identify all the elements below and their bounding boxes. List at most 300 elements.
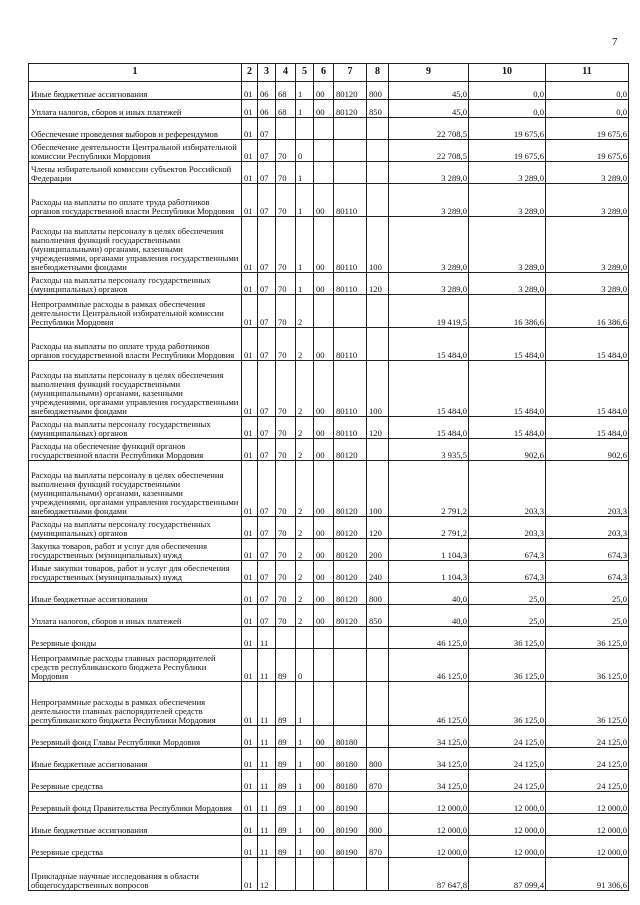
code-cell: 01 (242, 328, 258, 361)
code-cell: 80110 (334, 273, 367, 295)
code-cell: 07 (258, 517, 276, 539)
code-cell (367, 162, 389, 184)
amount-cell: 34 125,0 (389, 726, 469, 748)
code-cell (276, 118, 296, 140)
code-cell: 01 (242, 649, 258, 682)
code-cell: 1 (296, 100, 314, 118)
amount-cell: 45,0 (389, 100, 469, 118)
code-cell: 07 (258, 273, 276, 295)
code-cell: 00 (314, 100, 334, 118)
row-name-cell: Иные бюджетные ассигнования (29, 814, 242, 836)
code-cell: 0 (296, 649, 314, 682)
amount-cell: 87 099,4 (469, 858, 546, 891)
amount-cell: 3 289,0 (546, 162, 629, 184)
code-cell: 11 (258, 627, 276, 649)
amount-cell: 36 125,0 (469, 649, 546, 682)
code-cell: 07 (258, 439, 276, 461)
code-cell: 01 (242, 561, 258, 583)
table-row (29, 792, 629, 814)
code-cell: 70 (276, 328, 296, 361)
code-cell: 01 (242, 417, 258, 439)
row-name-cell: Иные бюджетные ассигнования (29, 583, 242, 605)
code-cell: 07 (258, 162, 276, 184)
code-cell: 01 (242, 162, 258, 184)
table-row (29, 184, 629, 217)
code-cell: 00 (314, 836, 334, 858)
code-cell: 80180 (334, 770, 367, 792)
table-row (29, 583, 629, 605)
amount-cell: 12 000,0 (389, 814, 469, 836)
row-name-cell: Резервный фонд Правительства Республики Мордовия (29, 792, 242, 814)
column-header: 5 (296, 64, 314, 82)
code-cell: 70 (276, 561, 296, 583)
code-cell: 00 (314, 361, 334, 417)
row-name-cell: Иные бюджетные ассигнования (29, 748, 242, 770)
code-cell: 00 (314, 770, 334, 792)
amount-cell: 674,3 (546, 539, 629, 561)
code-cell (314, 682, 334, 726)
code-cell: 00 (314, 439, 334, 461)
amount-cell: 25,0 (546, 583, 629, 605)
amount-cell: 16 386,6 (469, 295, 546, 328)
row-name-cell: Расходы на выплаты персоналу в целях обеспечения выполнения функций государственными (муниципальными) органами, казенными учреждениями, органами управления государственными внебюджетными фондами (29, 361, 242, 417)
code-cell (334, 118, 367, 140)
amount-cell: 3 289,0 (389, 217, 469, 273)
code-cell: 1 (296, 82, 314, 100)
code-cell (367, 295, 389, 328)
code-cell: 07 (258, 561, 276, 583)
code-cell: 01 (242, 100, 258, 118)
code-cell (334, 162, 367, 184)
code-cell: 70 (276, 273, 296, 295)
table-row (29, 439, 629, 461)
code-cell: 01 (242, 461, 258, 517)
table-row (29, 118, 629, 140)
table-row (29, 162, 629, 184)
amount-cell: 3 935,5 (389, 439, 469, 461)
code-cell: 80180 (334, 726, 367, 748)
code-cell (367, 118, 389, 140)
code-cell: 07 (258, 583, 276, 605)
code-cell: 00 (314, 328, 334, 361)
table-row (29, 517, 629, 539)
amount-cell: 15 484,0 (546, 417, 629, 439)
code-cell: 01 (242, 273, 258, 295)
code-cell: 07 (258, 217, 276, 273)
code-cell: 01 (242, 792, 258, 814)
code-cell: 68 (276, 100, 296, 118)
amount-cell: 12 000,0 (389, 836, 469, 858)
amount-cell: 15 484,0 (389, 328, 469, 361)
code-cell (367, 328, 389, 361)
code-cell: 1 (296, 273, 314, 295)
code-cell: 70 (276, 539, 296, 561)
amount-cell: 24 125,0 (469, 726, 546, 748)
code-cell: 07 (258, 140, 276, 162)
amount-cell: 24 125,0 (469, 770, 546, 792)
code-cell: 80180 (334, 748, 367, 770)
amount-cell: 3 289,0 (389, 184, 469, 217)
code-cell: 800 (367, 82, 389, 100)
amount-cell: 15 484,0 (546, 361, 629, 417)
code-cell: 100 (367, 217, 389, 273)
code-cell: 11 (258, 726, 276, 748)
row-name-cell: Расходы на обеспечение функций органов государственной власти Республики Мордовия (29, 439, 242, 461)
code-cell: 07 (258, 461, 276, 517)
amount-cell: 24 125,0 (546, 748, 629, 770)
code-cell: 80120 (334, 539, 367, 561)
amount-cell: 674,3 (546, 561, 629, 583)
code-cell: 11 (258, 836, 276, 858)
code-cell: 80120 (334, 100, 367, 118)
amount-cell: 16 386,6 (546, 295, 629, 328)
row-name-cell: Иные закупки товаров, работ и услуг для обеспечения государственных (муниципальных) нужд (29, 561, 242, 583)
page-number: 7 (612, 36, 618, 48)
amount-cell: 46 125,0 (389, 682, 469, 726)
table-row (29, 627, 629, 649)
code-cell: 89 (276, 814, 296, 836)
amount-cell: 15 484,0 (389, 417, 469, 439)
row-name-cell: Расходы на выплаты персоналу государственных (муниципальных) органов (29, 417, 242, 439)
row-name-cell: Расходы на выплаты персоналу в целях обеспечения выполнения функций государственными (муниципальными) органами, казенными учреждениями, органами управления государственными внебюджетными фондами (29, 217, 242, 273)
column-header: 8 (367, 64, 389, 82)
row-name-cell: Резервные фонды (29, 627, 242, 649)
row-name-cell: Обеспечение проведения выборов и референдумов (29, 118, 242, 140)
table-header-row (29, 64, 629, 82)
table-row (29, 140, 629, 162)
code-cell: 00 (314, 605, 334, 627)
code-cell: 07 (258, 118, 276, 140)
column-header: 6 (314, 64, 334, 82)
code-cell: 00 (314, 561, 334, 583)
code-cell: 07 (258, 184, 276, 217)
code-cell: 80120 (334, 605, 367, 627)
code-cell: 1 (296, 792, 314, 814)
code-cell: 80110 (334, 417, 367, 439)
code-cell: 240 (367, 561, 389, 583)
amount-cell: 22 708,5 (389, 118, 469, 140)
table-row (29, 539, 629, 561)
code-cell: 01 (242, 836, 258, 858)
code-cell: 80120 (334, 517, 367, 539)
table-row (29, 682, 629, 726)
code-cell (314, 627, 334, 649)
code-cell (296, 858, 314, 891)
amount-cell: 3 289,0 (469, 162, 546, 184)
code-cell: 70 (276, 217, 296, 273)
amount-cell: 902,6 (546, 439, 629, 461)
table-row (29, 361, 629, 417)
amount-cell: 34 125,0 (389, 748, 469, 770)
code-cell (367, 726, 389, 748)
code-cell (296, 118, 314, 140)
code-cell: 80110 (334, 328, 367, 361)
code-cell: 2 (296, 605, 314, 627)
code-cell: 800 (367, 814, 389, 836)
table-row (29, 858, 629, 891)
code-cell: 120 (367, 417, 389, 439)
row-name-cell: Расходы на выплаты персоналу в целях обеспечения выполнения функций государственными (муниципальными) органами, казенными учреждениями, органами управления государственными внебюджетными фондами (29, 461, 242, 517)
row-name-cell: Резервный фонд Главы Республики Мордовия (29, 726, 242, 748)
code-cell: 11 (258, 792, 276, 814)
code-cell: 00 (314, 583, 334, 605)
code-cell (276, 627, 296, 649)
amount-cell: 19 419,5 (389, 295, 469, 328)
column-header: 3 (258, 64, 276, 82)
code-cell: 100 (367, 461, 389, 517)
code-cell: 2 (296, 517, 314, 539)
code-cell: 12 (258, 858, 276, 891)
code-cell: 80120 (334, 461, 367, 517)
amount-cell: 19 675,6 (469, 140, 546, 162)
code-cell: 80190 (334, 814, 367, 836)
code-cell: 01 (242, 439, 258, 461)
amount-cell: 203,3 (546, 517, 629, 539)
code-cell: 01 (242, 605, 258, 627)
code-cell: 1 (296, 770, 314, 792)
code-cell: 00 (314, 273, 334, 295)
code-cell: 68 (276, 82, 296, 100)
code-cell: 80190 (334, 836, 367, 858)
amount-cell: 3 289,0 (389, 162, 469, 184)
budget-table (28, 63, 629, 891)
code-cell: 00 (314, 184, 334, 217)
code-cell: 80120 (334, 82, 367, 100)
code-cell: 00 (314, 539, 334, 561)
table-row (29, 217, 629, 273)
amount-cell: 36 125,0 (469, 627, 546, 649)
code-cell (367, 140, 389, 162)
code-cell: 850 (367, 605, 389, 627)
code-cell: 70 (276, 361, 296, 417)
code-cell: 1 (296, 748, 314, 770)
amount-cell: 0,0 (469, 100, 546, 118)
code-cell: 01 (242, 217, 258, 273)
code-cell: 01 (242, 140, 258, 162)
table-row (29, 100, 629, 118)
table-row (29, 328, 629, 361)
table-row (29, 561, 629, 583)
code-cell: 01 (242, 770, 258, 792)
amount-cell: 674,3 (469, 539, 546, 561)
code-cell (314, 649, 334, 682)
code-cell: 80120 (334, 583, 367, 605)
code-cell: 1 (296, 814, 314, 836)
amount-cell: 25,0 (469, 605, 546, 627)
table-row (29, 836, 629, 858)
code-cell: 01 (242, 627, 258, 649)
amount-cell: 19 675,6 (469, 118, 546, 140)
table-row (29, 770, 629, 792)
amount-cell: 40,0 (389, 583, 469, 605)
amount-cell: 22 708,5 (389, 140, 469, 162)
code-cell: 80120 (334, 561, 367, 583)
amount-cell: 24 125,0 (546, 770, 629, 792)
code-cell: 89 (276, 770, 296, 792)
amount-cell: 674,3 (469, 561, 546, 583)
code-cell: 11 (258, 814, 276, 836)
amount-cell: 1 104,3 (389, 561, 469, 583)
code-cell: 2 (296, 417, 314, 439)
amount-cell: 3 289,0 (546, 184, 629, 217)
code-cell: 1 (296, 162, 314, 184)
amount-cell: 15 484,0 (469, 328, 546, 361)
code-cell: 00 (314, 517, 334, 539)
code-cell: 70 (276, 517, 296, 539)
code-cell (314, 118, 334, 140)
amount-cell: 19 675,6 (546, 118, 629, 140)
code-cell: 1 (296, 836, 314, 858)
code-cell: 70 (276, 439, 296, 461)
table-row (29, 295, 629, 328)
row-name-cell: Расходы на выплаты персоналу государственных (муниципальных) органов (29, 273, 242, 295)
code-cell: 00 (314, 461, 334, 517)
code-cell: 01 (242, 82, 258, 100)
code-cell: 2 (296, 561, 314, 583)
code-cell (334, 858, 367, 891)
column-header: 2 (242, 64, 258, 82)
code-cell (276, 858, 296, 891)
code-cell: 70 (276, 140, 296, 162)
row-name-cell: Обеспечение деятельности Центральной избирательной комиссии Республики Мордовия (29, 140, 242, 162)
table-row (29, 814, 629, 836)
table-row (29, 748, 629, 770)
amount-cell: 25,0 (546, 605, 629, 627)
code-cell: 80110 (334, 217, 367, 273)
code-cell: 00 (314, 217, 334, 273)
code-cell: 07 (258, 328, 276, 361)
code-cell (334, 140, 367, 162)
column-header: 11 (546, 64, 629, 82)
code-cell: 80110 (334, 184, 367, 217)
code-cell: 870 (367, 836, 389, 858)
table-row (29, 273, 629, 295)
amount-cell: 15 484,0 (546, 328, 629, 361)
code-cell: 07 (258, 539, 276, 561)
amount-cell: 15 484,0 (469, 361, 546, 417)
amount-cell: 36 125,0 (546, 649, 629, 682)
code-cell: 89 (276, 726, 296, 748)
code-cell (367, 627, 389, 649)
code-cell: 01 (242, 682, 258, 726)
code-cell: 850 (367, 100, 389, 118)
row-name-cell: Закупка товаров, работ и услуг для обеспечения государственных (муниципальных) нужд (29, 539, 242, 561)
table-row (29, 417, 629, 439)
code-cell (367, 792, 389, 814)
row-name-cell: Члены избирательной комиссии субъектов Российской Федерации (29, 162, 242, 184)
amount-cell: 36 125,0 (546, 682, 629, 726)
code-cell: 01 (242, 539, 258, 561)
code-cell: 70 (276, 583, 296, 605)
code-cell (314, 162, 334, 184)
code-cell: 2 (296, 439, 314, 461)
table-row (29, 461, 629, 517)
code-cell: 800 (367, 748, 389, 770)
amount-cell: 25,0 (469, 583, 546, 605)
row-name-cell: Прикладные научные исследования в области общегосударственных вопросов (29, 858, 242, 891)
code-cell: 2 (296, 328, 314, 361)
amount-cell: 24 125,0 (469, 748, 546, 770)
amount-cell: 87 647,8 (389, 858, 469, 891)
row-name-cell: Расходы на выплаты по оплате труда работников органов государственной власти Республики Мордовия (29, 184, 242, 217)
row-name-cell: Резервные средства (29, 770, 242, 792)
code-cell: 00 (314, 814, 334, 836)
code-cell: 00 (314, 82, 334, 100)
code-cell: 70 (276, 184, 296, 217)
column-header: 1 (29, 64, 242, 82)
code-cell: 11 (258, 682, 276, 726)
code-cell: 2 (296, 461, 314, 517)
amount-cell: 3 289,0 (469, 184, 546, 217)
code-cell: 11 (258, 770, 276, 792)
code-cell: 01 (242, 295, 258, 328)
code-cell: 01 (242, 118, 258, 140)
amount-cell: 12 000,0 (546, 792, 629, 814)
column-header: 7 (334, 64, 367, 82)
amount-cell: 36 125,0 (469, 682, 546, 726)
amount-cell: 15 484,0 (469, 417, 546, 439)
code-cell: 89 (276, 748, 296, 770)
amount-cell: 203,3 (469, 461, 546, 517)
code-cell: 89 (276, 836, 296, 858)
code-cell: 80120 (334, 439, 367, 461)
code-cell: 2 (296, 361, 314, 417)
amount-cell: 12 000,0 (469, 814, 546, 836)
row-name-cell: Непрограммные расходы в рамках обеспечения деятельности главных распорядителей средств республиканского бюджета Республики Мордовия (29, 682, 242, 726)
amount-cell: 15 484,0 (389, 361, 469, 417)
amount-cell: 19 675,6 (546, 140, 629, 162)
code-cell: 200 (367, 539, 389, 561)
code-cell: 00 (314, 417, 334, 439)
code-cell: 870 (367, 770, 389, 792)
code-cell (367, 649, 389, 682)
code-cell: 2 (296, 539, 314, 561)
code-cell: 01 (242, 726, 258, 748)
amount-cell: 203,3 (469, 517, 546, 539)
code-cell (334, 682, 367, 726)
row-name-cell: Уплата налогов, сборов и иных платежей (29, 605, 242, 627)
amount-cell: 0,0 (546, 100, 629, 118)
code-cell: 2 (296, 295, 314, 328)
amount-cell: 0,0 (546, 82, 629, 100)
table-row (29, 605, 629, 627)
amount-cell: 45,0 (389, 82, 469, 100)
code-cell (314, 295, 334, 328)
code-cell: 07 (258, 361, 276, 417)
code-cell: 01 (242, 361, 258, 417)
code-cell: 01 (242, 517, 258, 539)
code-cell (314, 140, 334, 162)
amount-cell: 40,0 (389, 605, 469, 627)
amount-cell: 2 791,2 (389, 461, 469, 517)
code-cell: 07 (258, 295, 276, 328)
code-cell: 01 (242, 748, 258, 770)
amount-cell: 3 289,0 (546, 273, 629, 295)
code-cell: 70 (276, 605, 296, 627)
code-cell (367, 439, 389, 461)
amount-cell: 2 791,2 (389, 517, 469, 539)
code-cell: 07 (258, 605, 276, 627)
row-name-cell: Расходы на выплаты по оплате труда работников органов государственной власти Республики Мордовия (29, 328, 242, 361)
code-cell: 80190 (334, 792, 367, 814)
column-header: 10 (469, 64, 546, 82)
amount-cell: 91 306,6 (546, 858, 629, 891)
row-name-cell: Резервные средства (29, 836, 242, 858)
amount-cell: 0,0 (469, 82, 546, 100)
amount-cell: 12 000,0 (389, 792, 469, 814)
amount-cell: 36 125,0 (546, 627, 629, 649)
code-cell: 11 (258, 649, 276, 682)
